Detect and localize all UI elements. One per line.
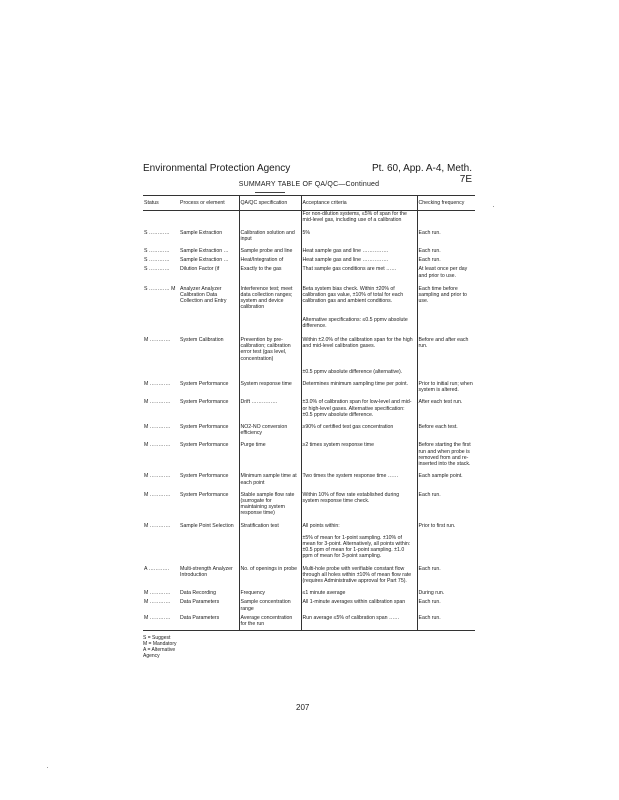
cell-status: M ………… — [144, 590, 171, 597]
table-row — [143, 317, 475, 337]
cell-criteria: Beta system bias check. Within ±20% of calibration gas value, ±10% of total for each calibration gas and ambient conditions. — [301, 286, 417, 317]
cell-frequency: Each time before sampling and prior to use. — [417, 286, 475, 317]
cell-status: M ………… — [144, 399, 171, 406]
table-row — [143, 381, 475, 399]
cell-criteria: Two times the system response time …… — [301, 473, 417, 491]
cell-status: M ………… — [144, 442, 171, 449]
cell-frequency: Prior to first run. — [417, 523, 475, 535]
cell-spec: System response time — [239, 381, 301, 399]
scan-speck — [47, 767, 48, 768]
cell-spec: Exactly to the gas — [239, 266, 301, 285]
cell-criteria: Heat sample gas and line …………… — [301, 257, 417, 266]
cell-criteria: Alternative specifications: ≤0.5 ppmv absolute difference. — [301, 317, 417, 337]
cell-process: Data Recording — [180, 590, 217, 597]
cell-spec: Stable sample flow rate (surrogate for maintaining system response time) — [239, 492, 301, 523]
title-rule — [255, 192, 285, 193]
legend-item: S = Suggest — [143, 635, 171, 641]
qaqc-summary-table — [143, 195, 475, 631]
cell-spec: No. of openings in probe — [239, 566, 301, 591]
running-header-left: Environmental Protection Agency — [143, 163, 291, 174]
cell-frequency: Each run. — [417, 615, 475, 631]
cell-spec — [239, 211, 301, 230]
cell-frequency — [417, 535, 475, 566]
table-row — [143, 257, 475, 266]
table-row — [143, 523, 475, 535]
legend — [143, 635, 177, 659]
cell-process: Data Parameters — [179, 615, 239, 631]
cell-criteria: That sample gas conditions are met …… — [301, 266, 417, 285]
cell-process: System Performance — [180, 399, 229, 406]
cell-spec — [239, 317, 301, 337]
cell-status: M ………… — [144, 491, 171, 498]
cell-frequency: Before and after each run. — [417, 337, 475, 369]
cell-criteria: Within ±2.0% of the calibration span for the high and mid-level calibration gases. — [301, 337, 417, 369]
cell-criteria: ±3.0% of calibration span for low-level and mid- or high-level gases. Alternative specification: ±0.5 ppmv absolute difference. — [301, 399, 417, 424]
table-title: SUMMARY TABLE OF QA/QC—Continued — [238, 181, 380, 188]
cell-status — [143, 211, 179, 230]
cell-spec: Sample concentration range — [239, 599, 301, 614]
cell-criteria: ≥90% of certified test gas concentration — [301, 424, 417, 442]
cell-process: System Performance — [180, 424, 229, 431]
cell-criteria: Determines minimum sampling time per point. — [301, 381, 417, 399]
table-row — [143, 369, 475, 381]
table-row — [143, 230, 475, 248]
cell-status: M ………… — [144, 337, 171, 344]
cell-frequency: After each test run. — [417, 399, 475, 424]
cell-process — [179, 317, 239, 337]
scan-speck — [493, 206, 494, 207]
cell-status: M ………… — [144, 599, 171, 606]
cell-criteria: ≥2 times system response time — [301, 442, 417, 473]
cell-criteria: 5% — [301, 230, 417, 248]
cell-process: Analyzer Analyzer Calibration Data Collection and Entry — [180, 285, 227, 305]
cell-frequency: Each run. — [417, 599, 475, 614]
column-header-process: Process or element — [179, 196, 239, 211]
cell-frequency: Each run. — [417, 257, 475, 266]
cell-status — [143, 535, 179, 566]
cell-status — [143, 369, 179, 381]
table-row — [143, 599, 475, 614]
table-body — [143, 211, 475, 631]
cell-process: Dilution Factor (if — [180, 266, 220, 273]
legend-item: M = Mandatory — [143, 641, 177, 647]
cell-spec: Frequency — [239, 590, 301, 599]
cell-status: M ………… — [144, 381, 171, 388]
cell-spec: Calibration solution and input — [239, 230, 301, 248]
cell-process: System Performance — [180, 473, 229, 480]
cell-status: S ………… — [144, 229, 170, 236]
table-row — [143, 266, 475, 285]
cell-spec: Average concentration for the run — [239, 615, 301, 631]
cell-frequency: Before each test. — [417, 424, 475, 442]
cell-criteria: ±0.5 ppmv absolute difference (alternative). — [301, 369, 417, 381]
cell-spec: NO2-NO conversion efficiency — [239, 424, 301, 442]
table-row — [143, 590, 475, 599]
cell-criteria: All points within: — [301, 523, 417, 535]
cell-spec: Prevention by pre-calibration; calibration error test (gas level, concentration) — [239, 337, 301, 369]
cell-process: System Calibration — [180, 337, 224, 344]
cell-frequency: Each run. — [417, 230, 475, 248]
cell-status: S ………… M — [144, 285, 176, 292]
cell-frequency: Prior to initial run; when system is altered. — [417, 381, 475, 399]
cell-spec: Interference test; meet data collection ranges; system and device calibration — [239, 286, 301, 317]
cell-criteria: ≤1 minute average — [301, 590, 417, 599]
cell-frequency: Before starting the first run and when probe is removed from and re-inserted into the stack. — [417, 442, 475, 473]
cell-spec: Stratification test — [239, 523, 301, 535]
table-row — [143, 473, 475, 491]
cell-status: S ………… — [144, 266, 170, 273]
table-row — [143, 442, 475, 473]
cell-criteria: Within 10% of flow rate established during system response time check. — [301, 492, 417, 523]
cell-process: Sample Extraction … — [180, 257, 229, 264]
cell-process — [179, 535, 239, 566]
table-row — [143, 399, 475, 424]
cell-process: System Performance — [180, 491, 229, 498]
table-row — [143, 286, 475, 317]
cell-status: A ………… — [144, 565, 170, 572]
cell-process: Multi-strength Analyzer Introduction — [180, 565, 233, 578]
cell-frequency: Each sample point. — [417, 473, 475, 491]
cell-frequency: Each run. — [417, 248, 475, 257]
cell-criteria: ±5% of mean for 1-point sampling. ±10% of mean for 3-point. Alternatively, all points within: ±0.5 ppm of mean for 1-point sampling. ±1.0 ppm of mean for 3-point sampling. — [301, 535, 417, 566]
cell-process — [179, 369, 239, 381]
cell-spec: Drift …………… — [239, 399, 301, 424]
column-header-criteria: Acceptance criteria — [301, 196, 417, 211]
cell-criteria: Multi-hole probe with verifiable constant flow through all holes within ±10% of mean flow rate (requires Administrative approval for Part 75). — [301, 566, 417, 591]
cell-status: S ………… — [144, 248, 170, 255]
cell-spec: Heat/Integration of — [239, 257, 301, 266]
table-header-row — [143, 196, 475, 211]
table-row — [143, 248, 475, 257]
cell-status: S ………… — [144, 257, 170, 264]
cell-spec: Sample probe and line — [239, 248, 301, 257]
cell-process: Sample Extraction — [180, 229, 223, 236]
column-header-frequency: Checking frequency — [417, 196, 475, 211]
table-row — [143, 211, 475, 230]
cell-spec — [239, 369, 301, 381]
cell-process: Sample Extraction … — [180, 248, 229, 255]
cell-status: M ………… — [143, 615, 179, 631]
column-header-status: Status — [143, 196, 179, 211]
cell-process: Sample Point Selection — [180, 522, 234, 529]
table-row — [143, 492, 475, 523]
cell-criteria: Run average ≤5% of calibration span …… — [301, 615, 417, 631]
cell-frequency — [417, 369, 475, 381]
cell-frequency: Each run. — [417, 492, 475, 523]
table-row — [143, 615, 475, 631]
cell-frequency — [417, 211, 475, 230]
cell-frequency: During run. — [417, 590, 475, 599]
page-number: 207 — [296, 703, 310, 712]
cell-criteria: For non-dilution systems, ≤5% of span for the mid-level gas, including use of a calibration — [301, 211, 417, 230]
cell-process: System Performance — [180, 442, 229, 449]
table-row — [143, 566, 475, 591]
cell-process: Data Parameters — [180, 599, 220, 606]
cell-spec — [239, 535, 301, 566]
column-header-spec: QA/QC specification — [239, 196, 301, 211]
cell-frequency: Each run. — [417, 566, 475, 591]
cell-criteria: All 1-minute averages within calibration span — [301, 599, 417, 614]
table-row — [143, 337, 475, 369]
cell-status: M ………… — [144, 473, 171, 480]
cell-process — [179, 211, 239, 230]
legend-item: Agency — [143, 653, 160, 659]
cell-spec: Minimum sample time at each point — [239, 473, 301, 491]
table-row — [143, 535, 475, 566]
running-header-right: Pt. 60, App. A-4, Meth. 7E — [371, 163, 472, 185]
legend-item: A = Alternative — [143, 647, 176, 653]
cell-status: M ………… — [144, 522, 171, 529]
cell-criteria: Heat sample gas and line …………… — [301, 248, 417, 257]
cell-status: M ………… — [144, 424, 171, 431]
table-row — [143, 424, 475, 442]
cell-process: System Performance — [180, 381, 229, 388]
cell-spec: Purge time — [239, 442, 301, 473]
cell-status — [143, 317, 179, 337]
cell-frequency — [417, 317, 475, 337]
cell-frequency: At least once per day and prior to use. — [417, 266, 475, 285]
